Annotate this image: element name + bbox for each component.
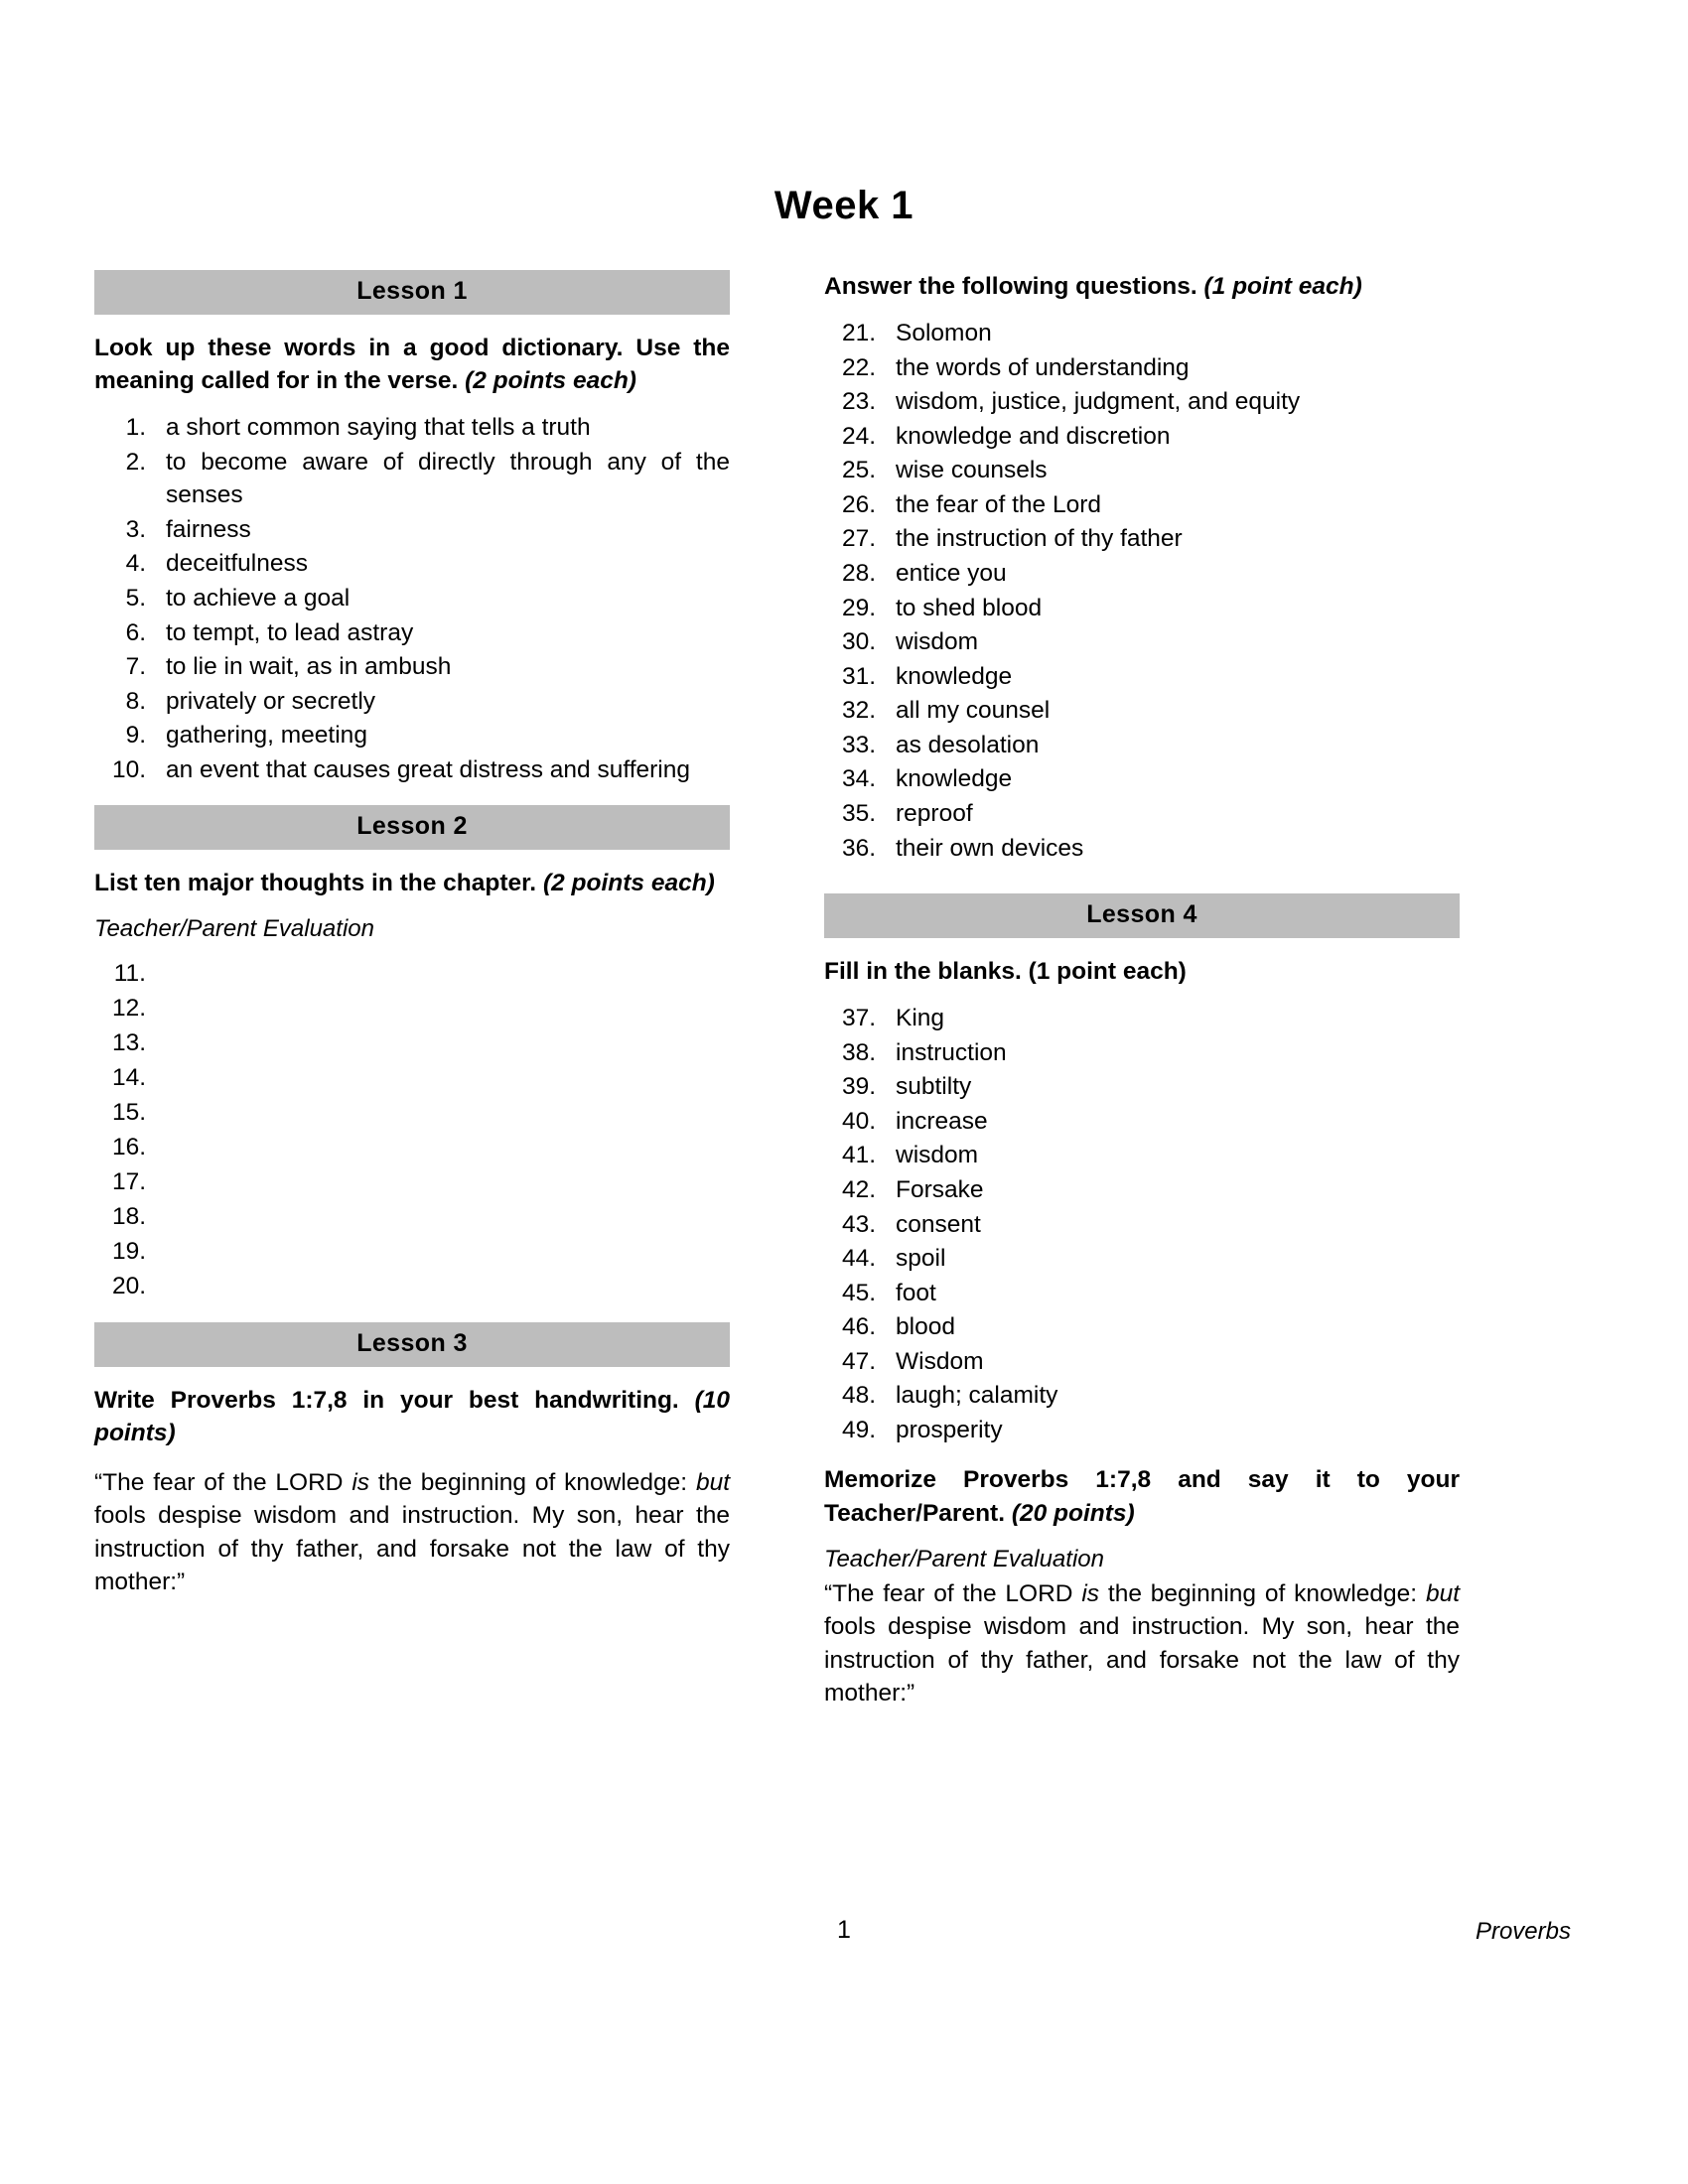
list-item [824, 1139, 1460, 1172]
item-text: consent [896, 1210, 981, 1238]
list-item [824, 1345, 1460, 1379]
list-item[interactable] [94, 1026, 730, 1060]
item-number: 46. [841, 1313, 876, 1341]
item-number: 26. [841, 490, 876, 518]
quote-italic: but [1425, 1579, 1460, 1607]
list-item [824, 1173, 1460, 1207]
lesson-4-evaluation-label: Teacher/Parent Evaluation [824, 1545, 1104, 1572]
lesson-1-heading: Lesson 1 [94, 270, 730, 315]
lesson-1-instruction-text: Look up these words in a good dictionary. Use the meaning called for in the verse. [94, 335, 730, 395]
footer-book-label: Proverbs [1475, 1918, 1571, 1945]
item-number: 25. [841, 457, 876, 484]
item-text: deceitfulness [166, 550, 309, 578]
item-number: 37. [841, 1005, 876, 1032]
list-item [94, 685, 730, 719]
item-number: 29. [841, 594, 876, 621]
list-item [824, 1002, 1460, 1035]
lesson-2-instruction [94, 867, 730, 899]
item-text: Forsake [896, 1175, 984, 1203]
item-number: 41. [841, 1142, 876, 1169]
lesson-2-instruction-text: List ten major thoughts in the chapter. [94, 870, 537, 897]
lesson-2-points: (2 points each) [542, 870, 715, 897]
item-number: 17. [111, 1168, 146, 1196]
item-number: 45. [841, 1279, 876, 1306]
item-number: 18. [111, 1203, 146, 1231]
lesson-2-answer-list [94, 957, 730, 1303]
list-item [824, 797, 1460, 831]
quote-italic: is [1081, 1579, 1100, 1607]
lesson-3-points: (10 points) [94, 1387, 730, 1447]
list-item [94, 650, 730, 684]
list-item [94, 547, 730, 581]
item-number: 2. [125, 448, 146, 476]
lesson-4-answer-list [824, 1002, 1460, 1446]
item-number: 3. [125, 515, 146, 543]
item-number: 19. [111, 1238, 146, 1266]
list-item [824, 317, 1460, 350]
item-text: fairness [166, 515, 251, 543]
list-item [824, 522, 1460, 556]
item-number: 1. [125, 414, 146, 442]
item-text: to tempt, to lead astray [166, 618, 414, 646]
list-item [824, 592, 1460, 625]
page-title: Week 1 [774, 184, 914, 227]
list-item [824, 454, 1460, 487]
item-text: a short common saying that tells a truth [166, 414, 591, 442]
item-number: 4. [125, 550, 146, 578]
item-text: an event that causes great distress and suffering [166, 755, 690, 783]
item-number: 8. [125, 687, 146, 715]
item-number: 7. [125, 653, 146, 681]
item-number: 6. [125, 618, 146, 646]
list-item [824, 762, 1460, 796]
list-item [824, 1310, 1460, 1344]
item-text: the fear of the Lord [896, 490, 1102, 518]
lesson-3-heading: Lesson 3 [94, 1322, 730, 1367]
quote-segment: “The fear of the LORD [94, 1468, 352, 1496]
memorize-points: (20 points) [1011, 1499, 1135, 1527]
item-number: 5. [125, 584, 146, 612]
item-text: the words of understanding [896, 353, 1190, 381]
item-number: 38. [841, 1038, 876, 1066]
list-item [824, 1070, 1460, 1104]
list-item [824, 625, 1460, 659]
item-number: 22. [841, 353, 876, 381]
item-text: to shed blood [896, 594, 1043, 621]
item-number: 44. [841, 1245, 876, 1273]
list-item [824, 557, 1460, 591]
item-number: 40. [841, 1107, 876, 1135]
list-item [824, 660, 1460, 694]
item-text: privately or secretly [166, 687, 376, 715]
item-number: 27. [841, 525, 876, 553]
list-item[interactable] [94, 1165, 730, 1199]
questions-answer-list [824, 317, 1460, 865]
lesson-4-points: (1 point each) [1028, 958, 1187, 986]
item-number: 9. [125, 722, 146, 750]
item-text: as desolation [896, 731, 1040, 758]
list-item [94, 513, 730, 547]
item-text: subtilty [896, 1073, 972, 1101]
item-text: Solomon [896, 320, 992, 347]
item-number: 10. [111, 755, 146, 783]
list-item [824, 420, 1460, 454]
item-text: blood [896, 1313, 955, 1341]
item-number: 21. [841, 320, 876, 347]
list-item [824, 832, 1460, 866]
item-number: 35. [841, 799, 876, 827]
list-item [824, 694, 1460, 728]
memorize-instruction [824, 1463, 1460, 1529]
item-text: knowledge [896, 765, 1013, 793]
item-number: 30. [841, 628, 876, 656]
item-text: knowledge [896, 662, 1013, 690]
item-text: to become aware of directly through any of the senses [166, 448, 730, 509]
questions-instruction-text: Answer the following questions. [824, 273, 1197, 300]
item-number: 23. [841, 388, 876, 416]
lesson-2-heading: Lesson 2 [94, 805, 730, 850]
list-item [94, 411, 730, 445]
quote-segment: the beginning of knowledge: [1099, 1579, 1426, 1607]
item-text: the instruction of thy father [896, 525, 1183, 553]
item-number: 34. [841, 765, 876, 793]
item-text: entice you [896, 560, 1007, 587]
lesson-3-verse-quote [94, 1466, 730, 1599]
item-number: 24. [841, 422, 876, 450]
item-text: laugh; calamity [896, 1382, 1058, 1410]
list-item[interactable] [94, 992, 730, 1025]
list-item [824, 1277, 1460, 1310]
list-item [824, 1414, 1460, 1447]
item-text: their own devices [896, 834, 1084, 862]
memorize-instruction-text: Memorize Proverbs 1:7,8 and say it to your Teacher/Parent. [824, 1466, 1460, 1527]
lesson-4-heading: Lesson 4 [824, 893, 1460, 938]
list-item [94, 719, 730, 752]
item-text: gathering, meeting [166, 722, 367, 750]
item-text: wise counsels [896, 457, 1048, 484]
item-text: wisdom [896, 1142, 979, 1169]
quote-italic: but [695, 1468, 730, 1496]
item-number: 33. [841, 731, 876, 758]
list-item [824, 729, 1460, 762]
right-column [824, 270, 1460, 1710]
list-item [94, 446, 730, 512]
item-number: 11. [113, 960, 146, 988]
list-item [824, 1208, 1460, 1242]
list-item[interactable] [94, 1200, 730, 1234]
item-text: reproof [896, 799, 973, 827]
list-item[interactable] [94, 1131, 730, 1164]
lesson-2-evaluation-label: Teacher/Parent Evaluation [94, 915, 374, 943]
item-text: to achieve a goal [166, 584, 351, 612]
lesson-1-answer-list [94, 411, 730, 786]
item-number: 43. [841, 1210, 876, 1238]
item-text: increase [896, 1107, 988, 1135]
list-item [94, 616, 730, 650]
item-text: all my counsel [896, 697, 1051, 725]
item-text: Wisdom [896, 1347, 984, 1375]
item-number: 36. [841, 834, 876, 862]
list-item [94, 753, 730, 787]
list-item [824, 488, 1460, 522]
item-number: 14. [111, 1064, 146, 1092]
item-number: 48. [841, 1382, 876, 1410]
quote-segment: the beginning of knowledge: [369, 1468, 696, 1496]
list-item[interactable] [94, 1235, 730, 1269]
list-item [824, 1242, 1460, 1276]
item-number: 49. [841, 1416, 876, 1443]
list-item [94, 582, 730, 615]
item-number: 32. [841, 697, 876, 725]
quote-segment: fools despise wisdom and instruction. My son, hear the instruction of thy father, and forsake not the law of thy mother:” [824, 1613, 1460, 1707]
item-number: 47. [841, 1347, 876, 1375]
memorize-verse-quote [824, 1577, 1460, 1710]
item-text: King [896, 1005, 945, 1032]
item-text: instruction [896, 1038, 1007, 1066]
quote-italic: is [352, 1468, 370, 1496]
list-item[interactable] [94, 1270, 730, 1303]
item-number: 15. [111, 1099, 146, 1127]
questions-instruction [824, 270, 1460, 303]
lesson-1-points: (2 points each) [465, 367, 636, 395]
lesson-4-instruction-text: Fill in the blanks. [824, 958, 1022, 986]
item-text: prosperity [896, 1416, 1003, 1443]
item-number: 28. [841, 560, 876, 587]
item-number: 20. [111, 1273, 146, 1300]
list-item[interactable] [94, 1096, 730, 1130]
item-text: spoil [896, 1245, 946, 1273]
item-number: 42. [841, 1175, 876, 1203]
item-number: 39. [841, 1073, 876, 1101]
questions-points: (1 point each) [1203, 273, 1362, 300]
list-item[interactable] [94, 957, 730, 991]
list-item [824, 351, 1460, 385]
list-item [824, 385, 1460, 419]
footer-page-number: 1 [837, 1916, 851, 1944]
item-text: to lie in wait, as in ambush [166, 653, 452, 681]
lesson-3-instruction [94, 1384, 730, 1449]
item-number: 13. [111, 1029, 146, 1057]
quote-segment: fools despise wisdom and instruction. My son, hear the instruction of thy father, and forsake not the law of thy mother:” [94, 1502, 730, 1596]
lesson-3-instruction-text: Write Proverbs 1:7,8 in your best handwriting. [94, 1387, 679, 1415]
list-item [824, 1379, 1460, 1413]
item-number: 16. [111, 1134, 146, 1161]
list-item[interactable] [94, 1061, 730, 1095]
item-number: 12. [111, 995, 146, 1023]
list-item [824, 1036, 1460, 1070]
lesson-4-instruction [824, 955, 1460, 988]
item-text: wisdom [896, 628, 979, 656]
item-number: 31. [841, 662, 876, 690]
list-item [824, 1105, 1460, 1139]
lesson-1-instruction [94, 332, 730, 397]
item-text: wisdom, justice, judgment, and equity [896, 388, 1301, 416]
item-text: foot [896, 1279, 936, 1306]
quote-segment: “The fear of the LORD [824, 1579, 1082, 1607]
left-column [94, 270, 730, 1599]
item-text: knowledge and discretion [896, 422, 1171, 450]
